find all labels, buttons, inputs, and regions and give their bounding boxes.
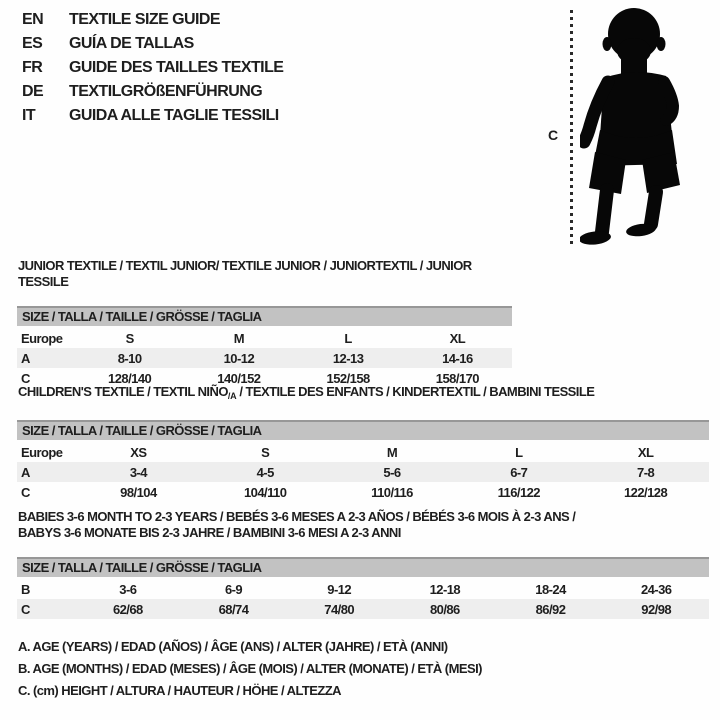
toddler-silhouette (580, 4, 700, 249)
junior-table-title: JUNIOR TEXTILE / TEXTIL JUNIOR/ TEXTILE JUNIOR / JUNIORTEXTIL / JUNIOR TESSILE (18, 258, 472, 289)
table-row (17, 579, 709, 599)
language-title-list (22, 8, 283, 128)
size-cell: 3-4 (129, 464, 147, 480)
row-label: Europe (21, 330, 63, 346)
lang-label: GUIDA ALLE TAGLIE TESSILI (69, 107, 279, 124)
lang-label: TEXTILGRÖßENFÜHRUNG (69, 83, 263, 100)
size-cell: 116/122 (497, 484, 540, 500)
title-line: BABYS 3-6 MONATE BIS 2-3 JAHRE / BAMBINI 3-6 MESI A 2-3 ANNI (18, 525, 401, 540)
babies-table-title (18, 509, 709, 541)
title-part: CHILDREN'S TEXTILE / TEXTIL NIÑO (18, 384, 228, 399)
size-cell: M (386, 444, 398, 460)
size-cell: 98/104 (120, 484, 157, 500)
size-cell: XL (449, 330, 466, 346)
size-header-bar: SIZE / TALLA / TAILLE / GRÖSSE / TAGLIA (17, 557, 709, 577)
size-cell: L (344, 330, 352, 346)
row-label: C (21, 484, 30, 500)
height-dotted-line (570, 10, 573, 248)
size-cell: 80/86 (429, 601, 460, 617)
size-cell: 110/116 (371, 484, 413, 500)
row-label: A (21, 350, 30, 366)
size-cell: 6-9 (224, 581, 243, 597)
height-measure-label: C (548, 127, 558, 143)
row-label: B (21, 581, 30, 597)
table-row (17, 599, 709, 619)
lang-label: TEXTILE SIZE GUIDE (69, 11, 221, 28)
size-header-bar: SIZE / TALLA / TAILLE / GRÖSSE / TAGLIA (17, 420, 709, 440)
note-line-c: C. (cm) HEIGHT / ALTURA / HAUTEUR / HÖHE / ALTEZZA (18, 683, 342, 698)
language-row (22, 8, 283, 32)
size-cell: 5-6 (383, 464, 401, 480)
lang-label: GUIDE DES TAILLES TEXTILE (69, 59, 284, 76)
size-cell: 158/170 (435, 370, 479, 386)
size-cell: 140/152 (217, 370, 261, 386)
language-row (22, 80, 283, 104)
table-row (17, 442, 709, 462)
language-row (22, 104, 283, 128)
row-label: C (21, 370, 30, 386)
children-size-table (17, 384, 709, 502)
size-cell: 122/128 (624, 484, 668, 500)
table-rows (17, 328, 512, 388)
note-line-b: B. AGE (MONTHS) / EDAD (MESES) / ÂGE (MOIS) / ALTER (MONATE) / ETÀ (MESI) (18, 661, 482, 676)
table-row (17, 482, 709, 502)
size-cell: 14-16 (442, 350, 473, 366)
size-cell: XL (637, 444, 654, 460)
children-table-title (18, 384, 709, 404)
lang-code: FR (22, 59, 43, 76)
lang-code: EN (22, 11, 44, 28)
babies-size-table (17, 509, 709, 619)
title-subscript: /A (227, 391, 237, 401)
language-row (22, 56, 283, 80)
size-cell: 4-5 (256, 464, 274, 480)
size-cell: 12-13 (332, 350, 364, 366)
lang-label: GUÍA DE TALLAS (69, 35, 194, 52)
size-cell: S (261, 444, 270, 460)
size-cell: L (515, 444, 523, 460)
size-cell: M (233, 330, 245, 346)
table-rows (17, 579, 709, 619)
size-cell: 86/92 (535, 601, 566, 617)
size-cell: S (125, 330, 134, 346)
size-cell: 12-18 (429, 581, 461, 597)
size-cell: 128/140 (108, 370, 152, 386)
table-row (17, 328, 512, 348)
size-cell: 10-12 (223, 350, 255, 366)
size-cell: 68/74 (218, 601, 249, 617)
size-cell: 18-24 (535, 581, 566, 597)
lang-code: ES (22, 35, 43, 52)
size-cell: 62/68 (112, 601, 143, 617)
title-part: / TEXTILE DES ENFANTS / KINDERTEXTIL / BAMBINI TESSILE (236, 384, 595, 399)
language-row (22, 32, 283, 56)
size-cell: 104/110 (243, 484, 287, 500)
size-cell: 3-6 (119, 581, 137, 597)
size-cell: 152/158 (326, 370, 370, 386)
size-cell: XS (130, 444, 147, 460)
size-cell: 24-36 (640, 581, 672, 597)
note-line-a: A. AGE (YEARS) / EDAD (AÑOS) / ÂGE (ANS) / ALTER (JAHRE) / ETÀ (ANNI) (18, 639, 448, 654)
lang-code: IT (22, 107, 36, 124)
table-row (17, 462, 709, 482)
size-cell: 74/80 (324, 601, 355, 617)
row-label: C (21, 601, 30, 617)
junior-size-table (17, 258, 512, 388)
size-cell: 92/98 (641, 601, 672, 617)
table-rows (17, 442, 709, 502)
table-row (17, 348, 512, 368)
row-label: A (21, 464, 30, 480)
size-cell: 9-12 (327, 581, 352, 597)
title-line: BABIES 3-6 MONTH TO 2-3 YEARS / BEBÉS 3-6 MESES A 2-3 AÑOS / BÉBÉS 3-6 MOIS À 2-3 ANS / (18, 509, 576, 524)
size-header-bar: SIZE / TALLA / TAILLE / GRÖSSE / TAGLIA (17, 306, 512, 326)
size-cell: 6-7 (510, 464, 528, 480)
legend-notes (18, 636, 482, 702)
size-cell: 7-8 (637, 464, 655, 480)
row-label: Europe (21, 444, 63, 460)
size-cell: 8-10 (117, 350, 142, 366)
lang-code: DE (22, 83, 44, 100)
